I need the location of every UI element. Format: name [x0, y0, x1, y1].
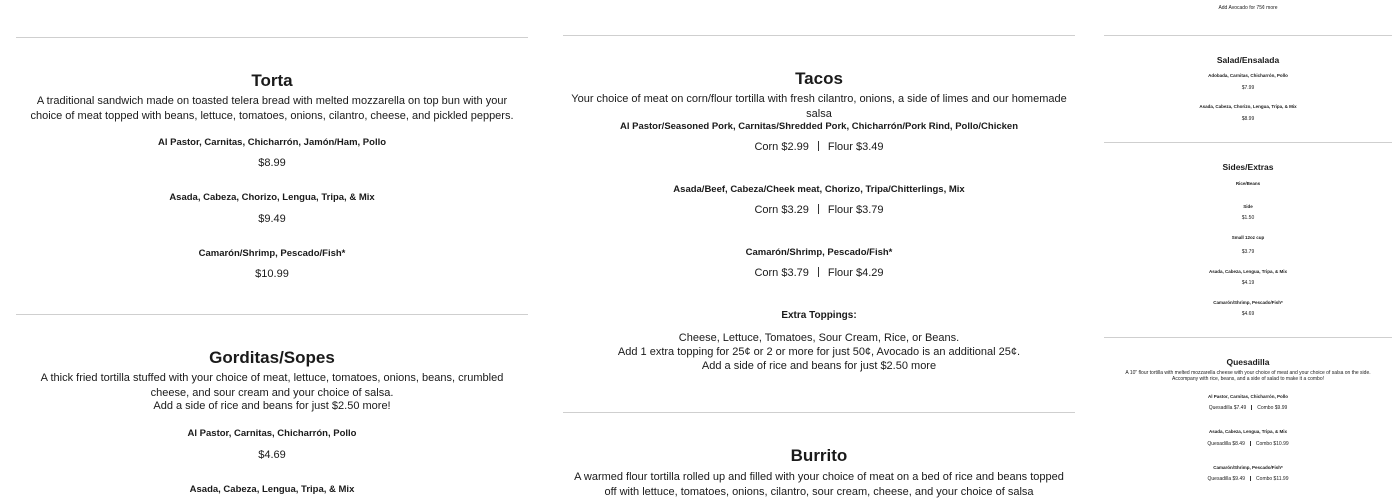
rice-beans-label: Rice/Beans	[1235, 181, 1261, 186]
sides-title: Sides/Extras	[1222, 162, 1274, 172]
quesadilla-description: A 10" flour tortilla with melted mozzarella cheese with your choice of meat and your choice of salsa on the side. Accompany with rice, beans, and a side of salad to make it a combo!	[1125, 370, 1371, 382]
divider	[16, 314, 528, 315]
sides-price-a: $4.19	[1241, 280, 1255, 286]
tacos-meat-group-3: Camarón/Shrimp, Pescado/Fish*	[745, 247, 893, 258]
price-separator	[1250, 476, 1251, 481]
avocado-note: Add Avocado for 75¢ more	[1218, 5, 1278, 11]
torta-meat-group-2: Asada, Cabeza, Chorizo, Lengua, Tripa, & Mix	[169, 192, 375, 203]
sides-price-b: $4.69	[1241, 311, 1255, 317]
extra-toppings-pricing: Add 1 extra topping for 25¢ or 2 or more for just 50¢, Avocado is an additional 25¢.	[617, 346, 1021, 358]
salad-title: Salad/Ensalada	[1216, 55, 1280, 65]
sides-column	[1104, 0, 1392, 500]
gorditas-rice-beans-note: Add a side of rice and beans for just $2.50 more!	[153, 400, 391, 412]
quesadilla-title: Quesadilla	[1226, 357, 1270, 367]
sides-meat-group-b: Camarón/Shrimp, Pescado/Fish*	[1213, 300, 1283, 305]
corn-price: Corn $2.99	[754, 141, 809, 153]
torta-meat-group-3: Camarón/Shrimp, Pescado/Fish*	[198, 248, 346, 259]
salad-meat-group-1: Adobada, Carnitas, Chicharrón, Pollo	[1208, 73, 1288, 78]
extra-toppings-list: Cheese, Lettuce, Tomatoes, Sour Cream, Rice, or Beans.	[678, 332, 960, 344]
flour-price: Flour $3.79	[827, 204, 884, 216]
quesadilla-price: Quesadilla $7.49	[1208, 405, 1247, 411]
burrito-title: Burrito	[790, 446, 848, 465]
divider	[1104, 337, 1392, 338]
quesadilla-meat-group-3: Camarón/Shrimp, Pescado/Fish*	[1213, 465, 1283, 470]
divider	[563, 412, 1075, 413]
burrito-description: A warmed flour tortilla rolled up and filled with your choice of meat on a bed of rice and beans topped off with lettuce, tomatoes, onions, cilantro, sour cream, cheese, and your choice of salsa	[574, 471, 1064, 498]
extra-toppings-side-note: Add a side of rice and beans for just $2.50 more	[701, 360, 937, 372]
small-cup-label: Small 12oz cup	[1231, 235, 1265, 240]
torta-description: A traditional sandwich made on toasted telera bread with melted mozzarella on top bun with your choice of meat topped with beans, lettuce, tomatoes, onions, cilantro, cheese, and pickled peppers.	[30, 95, 514, 122]
quesadilla-price: Quesadilla $8.49	[1207, 441, 1245, 447]
gorditas-meat-group-1: Al Pastor, Carnitas, Chicharrón, Pollo	[187, 428, 357, 439]
price-separator	[818, 141, 819, 151]
quesadilla-prices-3	[1104, 476, 1392, 482]
corn-price: Corn $3.79	[754, 267, 809, 279]
side-price: $1.50	[1241, 215, 1255, 221]
gorditas-price-1: $4.69	[258, 449, 286, 461]
tacos-meat-group-1: Al Pastor/Seasoned Pork, Carnitas/Shredded Pork, Chicharrón/Pork Rind, Pollo/Chicken	[619, 121, 1019, 132]
flour-price: Flour $4.29	[827, 267, 884, 279]
salad-price-1: $7.99	[1241, 85, 1255, 91]
flour-price: Flour $3.49	[827, 141, 884, 153]
torta-title: Torta	[251, 71, 293, 90]
corn-price: Corn $3.29	[754, 204, 809, 216]
side-label: Side	[1243, 204, 1253, 209]
tacos-prices-3	[563, 267, 1075, 279]
tacos-prices-1	[563, 141, 1075, 153]
quesadilla-price: Quesadilla $9.49	[1207, 476, 1246, 482]
tacos-prices-2	[563, 204, 1075, 216]
torta-price-1: $8.99	[258, 157, 286, 169]
extra-toppings-title: Extra Toppings:	[781, 310, 857, 321]
price-separator	[818, 204, 819, 214]
price-separator	[1250, 441, 1251, 446]
torta-meat-group-1: Al Pastor, Carnitas, Chicharrón, Jamón/Ham, Pollo	[157, 137, 387, 148]
salad-price-2: $8.99	[1241, 116, 1255, 122]
tacos-description: Your choice of meat on corn/flour tortilla with fresh cilantro, onions, a side of limes and our homemade salsa	[571, 93, 1067, 120]
quesadilla-prices-1	[1104, 405, 1392, 411]
combo-price: Combo $9.99	[1257, 405, 1288, 411]
torta-price-3: $10.99	[255, 268, 289, 280]
divider	[16, 37, 528, 38]
tacos-burrito-column	[563, 0, 1075, 500]
combo-price: Combo $10.99	[1255, 441, 1289, 447]
divider	[1104, 142, 1392, 143]
tacos-meat-group-2: Asada/Beef, Cabeza/Cheek meat, Chorizo, Tripa/Chitterlings, Mix	[673, 184, 965, 195]
gorditas-title: Gorditas/Sopes	[209, 348, 335, 367]
torta-gorditas-column	[16, 0, 528, 500]
combo-price: Combo $11.99	[1256, 476, 1289, 482]
price-separator	[1251, 405, 1252, 410]
quesadilla-prices-2	[1104, 441, 1392, 447]
gorditas-meat-group-2: Asada, Cabeza, Lengua, Tripa, & Mix	[189, 484, 355, 495]
divider	[1104, 35, 1392, 36]
sides-meat-group-a: Asada, Cabeza, Lengua, Tripa, & Mix	[1208, 269, 1288, 274]
torta-price-2: $9.49	[258, 213, 286, 225]
tacos-title: Tacos	[795, 69, 843, 88]
salad-meat-group-2: Asada, Cabeza, Chorizo, Lengua, Tripa, & Mix	[1199, 104, 1297, 109]
divider	[563, 35, 1075, 36]
quesadilla-meat-group-1: Al Pastor, Carnitas, Chicharrón, Pollo	[1207, 394, 1289, 399]
gorditas-description: A thick fried tortilla stuffed with your choice of meat, lettuce, tomatoes, onions, beans, crumbled cheese, and sour cream and your choice of salsa.	[40, 372, 504, 399]
price-separator	[818, 267, 819, 277]
small-cup-price: $3.79	[1241, 249, 1255, 255]
quesadilla-meat-group-2: Asada, Cabeza, Lengua, Tripa, & Mix	[1208, 429, 1288, 434]
